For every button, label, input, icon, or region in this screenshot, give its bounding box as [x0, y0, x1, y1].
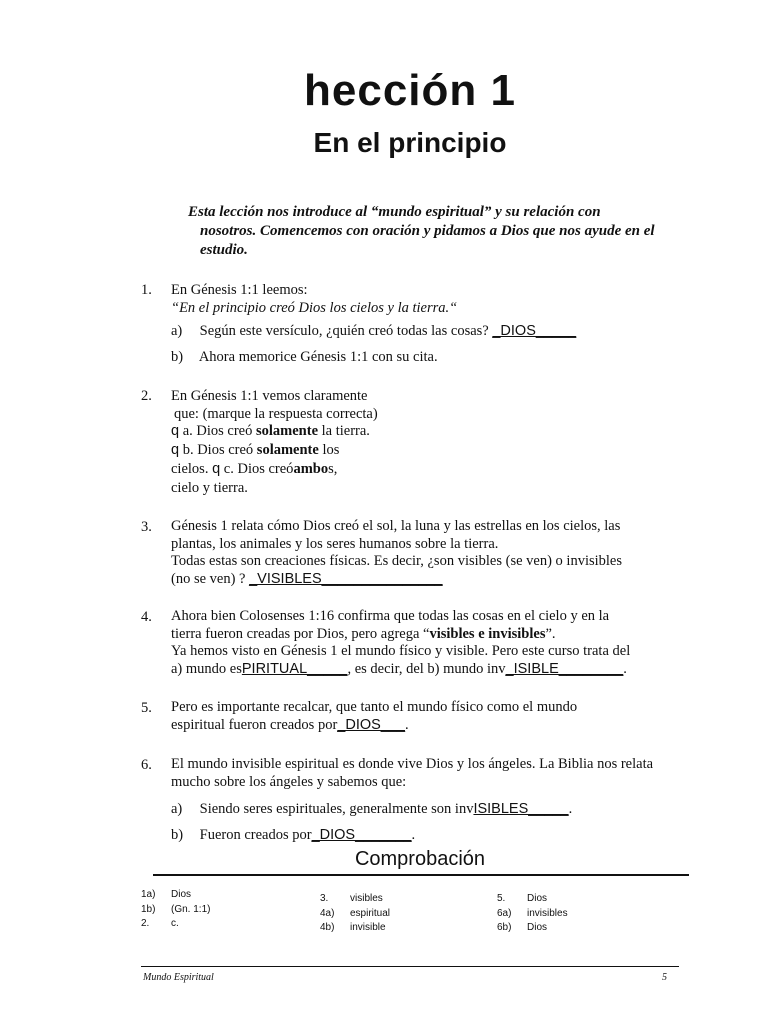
item-letter: b) — [171, 349, 184, 365]
answer-key-value: invisible — [350, 922, 386, 933]
option-b-continuation: cielos. — [171, 461, 209, 477]
answer-key-value: Dios — [527, 893, 548, 904]
question-1b — [171, 348, 438, 366]
answer-key-value: Dios — [527, 922, 548, 933]
option-a-text: a. Dios creó — [182, 423, 253, 439]
question-2-line-1: En Génesis 1:1 vemos claramente — [171, 388, 368, 404]
answer-key-row — [141, 888, 210, 903]
question-6-line-1: El mundo invisible espiritual es donde vive Dios y los ángeles. La Biblia nos relata — [171, 756, 654, 772]
question-3-number: 3. — [141, 519, 152, 535]
question-6a-text: Siendo seres espirituales, generalmente son inv — [199, 801, 474, 817]
question-5 — [171, 699, 691, 734]
answer-key-row — [497, 907, 568, 922]
answer-key-column-3 — [497, 892, 568, 936]
answer-key-value: (Gn. 1:1) — [171, 903, 211, 915]
question-1 — [171, 281, 691, 317]
question-5-prompt: espiritual fueron creados por — [171, 716, 338, 733]
answer-key-divider — [153, 874, 689, 876]
answer-key-row — [497, 892, 568, 907]
question-6-line-2: mucho sobre los ángeles y sabemos que: — [171, 773, 407, 790]
question-4-number: 4. — [141, 609, 152, 625]
answer-key-column-1 — [141, 888, 210, 932]
question-6b-end: . — [411, 827, 416, 843]
question-3-line-1: Génesis 1 relata cómo Dios creó el sol, la luna y las estrellas en los cielos, las — [171, 518, 621, 534]
option-b-bold: solamente — [256, 442, 319, 458]
answer-4b: _ISIBLE________ — [505, 660, 624, 677]
question-2-options — [171, 422, 691, 498]
question-1-line: En Génesis 1:1 leemos: — [171, 282, 308, 298]
question-4-end: . — [623, 660, 627, 677]
option-b[interactable] — [171, 441, 691, 460]
question-3-line-2: plantas, los animales y los seres humanos sobre la tierra. — [171, 535, 499, 552]
intro-line-1: Esta lección nos introduce al “mundo espiritual” y su relación con — [188, 204, 601, 220]
question-4-line-2-end: ”. — [545, 625, 556, 642]
answer-4a: PIRITUAL_____ — [241, 660, 348, 677]
answer-key-value: c. — [171, 918, 179, 929]
question-4-line-4 — [171, 661, 691, 679]
item-letter: b) — [171, 827, 184, 843]
answer-key-label: 6b) — [497, 922, 512, 933]
answer-key-value: Dios — [171, 889, 192, 900]
option-a[interactable] — [171, 422, 691, 441]
question-1a-text: Según este versículo, ¿quién creó todas las cosas? — [199, 323, 489, 339]
question-5-end: . — [405, 716, 409, 733]
checkbox-icon[interactable]: q — [171, 423, 180, 439]
question-6 — [171, 756, 691, 791]
footer-divider — [141, 966, 679, 967]
intro-line-2: nosotros. Comencemos con oración y pidamos a Dios que nos ayude en el — [200, 223, 655, 239]
question-1b-text: Ahora memorice Génesis 1:1 con su cita. — [198, 349, 438, 365]
question-5-line-1: Pero es importante recalcar, que tanto el mundo físico como el mundo — [171, 699, 578, 715]
question-4-line-3: Ya hemos visto en Génesis 1 el mundo físico y visible. Pero este curso trata del — [171, 643, 631, 659]
question-3-prompt: (no se ven) ? — [171, 570, 246, 587]
answer-key-label: 1b) — [141, 903, 156, 915]
question-6a — [171, 800, 572, 818]
item-letter: a) — [171, 801, 183, 817]
answer-key-row — [497, 921, 568, 936]
answer-key-row — [141, 917, 210, 932]
option-c[interactable] — [171, 460, 691, 479]
option-c-bold: ambo — [293, 461, 329, 477]
option-c-end: s, — [328, 461, 338, 477]
answer-key-value: visibles — [350, 893, 383, 904]
question-3-line-3: Todas estas son creaciones físicas. Es decir, ¿son visibles (se ven) o invisibles — [171, 553, 623, 569]
question-6-number: 6. — [141, 757, 152, 773]
answer-key-label: 3. — [320, 893, 329, 904]
answer-key-heading: Comprobación — [354, 848, 486, 870]
question-3-line-4 — [171, 571, 691, 589]
answer-1a: _DIOS_____ — [492, 323, 577, 339]
question-4-line-1: Ahora bien Colosenses 1:16 confirma que todas las cosas en el cielo y en la — [171, 608, 610, 624]
genesis-quote: “En el principio creó Dios los cielos y la tierra.“ — [171, 300, 458, 316]
option-c-continuation: cielo y tierra. — [171, 480, 248, 496]
answer-key-label: 6a) — [497, 907, 512, 919]
question-3 — [171, 518, 691, 588]
option-a-end: la tierra. — [321, 423, 370, 439]
answer-key-label: 2. — [141, 918, 150, 929]
question-6b-text: Fueron creados por — [199, 827, 312, 843]
answer-key-label: 4b) — [320, 922, 335, 933]
question-4-line-2-text: tierra fueron creadas por Dios, pero agrega “ — [171, 625, 430, 642]
answer-key-value: espiritual — [350, 907, 391, 919]
question-4a-prompt: a) mundo es — [171, 660, 242, 677]
question-5-line-2 — [171, 717, 691, 735]
answer-key-row — [320, 921, 390, 936]
question-6b — [171, 826, 415, 844]
option-b-text: b. Dios creó — [182, 442, 254, 458]
answer-6a: ISIBLES_____ — [473, 801, 569, 817]
question-4b-prompt: , es decir, del b) mundo inv — [347, 660, 506, 677]
question-4-line-2 — [171, 626, 691, 644]
question-2 — [171, 387, 691, 423]
checkbox-icon[interactable]: q — [171, 442, 180, 458]
option-b-end: los — [322, 442, 340, 458]
answer-key-row — [320, 907, 390, 922]
lesson-subtitle: En el principio — [313, 127, 507, 158]
intro-line-3: estudio. — [200, 242, 248, 258]
answer-key-label: 4a) — [320, 907, 335, 919]
option-c-text: c. Dios creó — [223, 461, 294, 477]
answer-key-value: invisibles — [527, 907, 568, 919]
question-4 — [171, 608, 691, 678]
question-6a-end: . — [568, 801, 573, 817]
visible-invisible-emphasis: visibles e invisibles — [429, 625, 546, 642]
answer-3: _VISIBLES_______________ — [249, 570, 443, 587]
question-2-number: 2. — [141, 388, 152, 404]
footer-title: Mundo Espiritual — [143, 972, 214, 983]
option-a-bold: solamente — [255, 423, 318, 439]
lesson-title: hección 1 — [304, 66, 516, 115]
question-1-number: 1. — [141, 282, 152, 298]
question-5-number: 5. — [141, 700, 152, 716]
answer-key-label: 5. — [497, 893, 506, 904]
answer-key-row — [320, 892, 390, 907]
answer-key-row — [141, 903, 210, 918]
question-2-line-2: que: (marque la respuesta correcta) — [174, 406, 378, 422]
page-number: 5 — [662, 972, 667, 983]
question-1a — [171, 322, 576, 340]
item-letter: a) — [171, 323, 183, 339]
answer-5: _DIOS___ — [337, 716, 406, 733]
answer-6b: _DIOS_______ — [311, 827, 412, 843]
answer-key-column-2 — [320, 892, 390, 936]
answer-key-label: 1a) — [141, 889, 156, 900]
intro-paragraph — [188, 203, 668, 260]
checkbox-icon[interactable]: q — [212, 461, 221, 477]
